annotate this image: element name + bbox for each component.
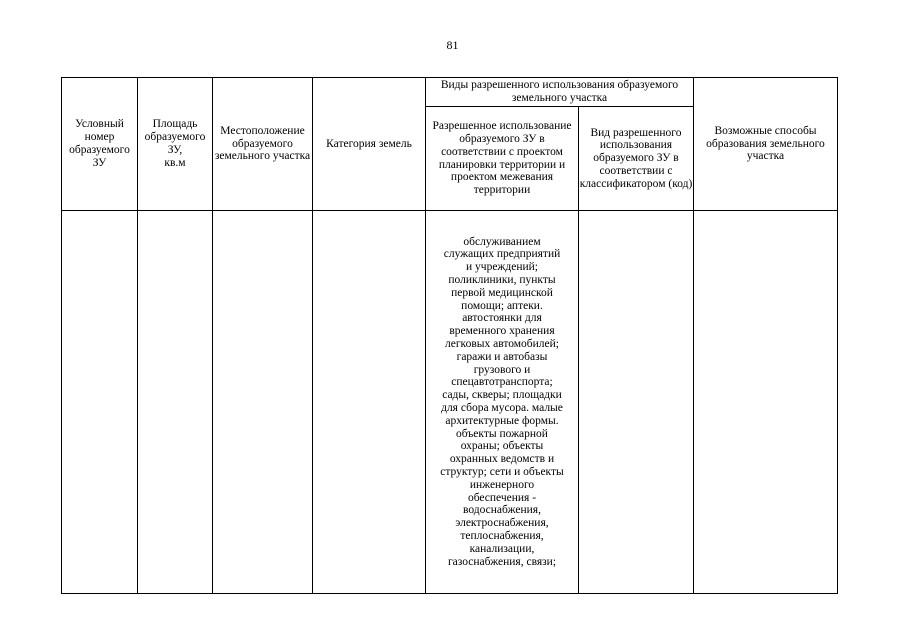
- permitted-use-line: временного хранения: [449, 325, 555, 338]
- permitted-use-line: инженерного: [469, 478, 535, 491]
- permitted-use-line: охранных ведомств и: [449, 453, 555, 466]
- permitted-use-line: канализации,: [469, 542, 535, 555]
- header-land-category: Категория земель: [313, 78, 426, 211]
- header-area-line: Площадь: [152, 118, 198, 131]
- permitted-use-line: легковых автомобилей;: [445, 338, 559, 351]
- permitted-use-line: объекты пожарной: [456, 427, 548, 440]
- permitted-use-line: автостоянки для: [462, 312, 542, 325]
- header-plot-number: Условный номер образуемого ЗУ: [62, 78, 138, 211]
- cell-plot-number: [62, 211, 138, 594]
- header-permitted-use-group: Виды разрешенного использования образуемого земельного участка: [426, 78, 694, 107]
- header-area-line: образуемого: [144, 131, 206, 144]
- permitted-uses-list: [426, 236, 578, 569]
- permitted-use-line: помощи; аптеки.: [461, 299, 543, 312]
- cell-classifier-code: [579, 211, 694, 594]
- cell-formation-methods: [694, 211, 838, 594]
- header-area-line: кв.м: [164, 156, 186, 169]
- permitted-use-line: газоснабжения, связи;: [447, 555, 557, 568]
- permitted-use-line: обслуживанием: [463, 235, 541, 248]
- permitted-use-line: грузового и: [473, 363, 531, 376]
- permitted-use-line: водоснабжения,: [463, 504, 541, 517]
- header-formation-methods: Возможные способы образования земельного участка: [694, 78, 838, 211]
- permitted-use-line: для сбора мусора. малые: [441, 402, 563, 414]
- permitted-use-line: спецавтотранспорта;: [451, 376, 553, 389]
- cell-land-category: [313, 211, 426, 594]
- header-area-line: ЗУ,: [167, 144, 183, 156]
- permitted-use-line: теплоснабжения,: [460, 529, 544, 542]
- cell-location: [213, 211, 313, 594]
- header-location: Местоположение образуемого земельного участка: [213, 78, 313, 211]
- page-number: 81: [446, 38, 459, 52]
- header-permitted-use-by-classifier: Вид разрешенного использования образуемого ЗУ в соответствии с классификатором (код): [579, 107, 694, 211]
- permitted-use-line: архитектурные формы.: [445, 414, 559, 427]
- permitted-use-line: структур; сети и объекты: [440, 465, 564, 478]
- permitted-use-line: служащих предприятий: [443, 248, 561, 261]
- permitted-use-line: гаражи и автобазы: [456, 350, 548, 363]
- cell-permitted-uses: [426, 211, 579, 594]
- land-plots-table: [61, 77, 838, 594]
- permitted-use-line: первой медицинской: [451, 286, 553, 299]
- permitted-use-line: электроснабжения,: [455, 517, 549, 530]
- permitted-use-line: и учреждений;: [466, 261, 538, 274]
- cell-area: [138, 211, 213, 594]
- permitted-use-line: сады, скверы; площадки: [442, 389, 562, 402]
- permitted-use-line: обеспечения -: [467, 491, 537, 504]
- permitted-use-line: охраны; объекты: [460, 440, 544, 453]
- table-row: [62, 211, 838, 594]
- header-area: [138, 78, 213, 211]
- header-row-top: [62, 78, 838, 107]
- permitted-use-line: поликлиники, пункты: [448, 274, 556, 287]
- header-permitted-use-by-plan: Разрешенное использование образуемого ЗУ в соответствии с проектом планировки территории и проектом межевания территории: [426, 107, 579, 211]
